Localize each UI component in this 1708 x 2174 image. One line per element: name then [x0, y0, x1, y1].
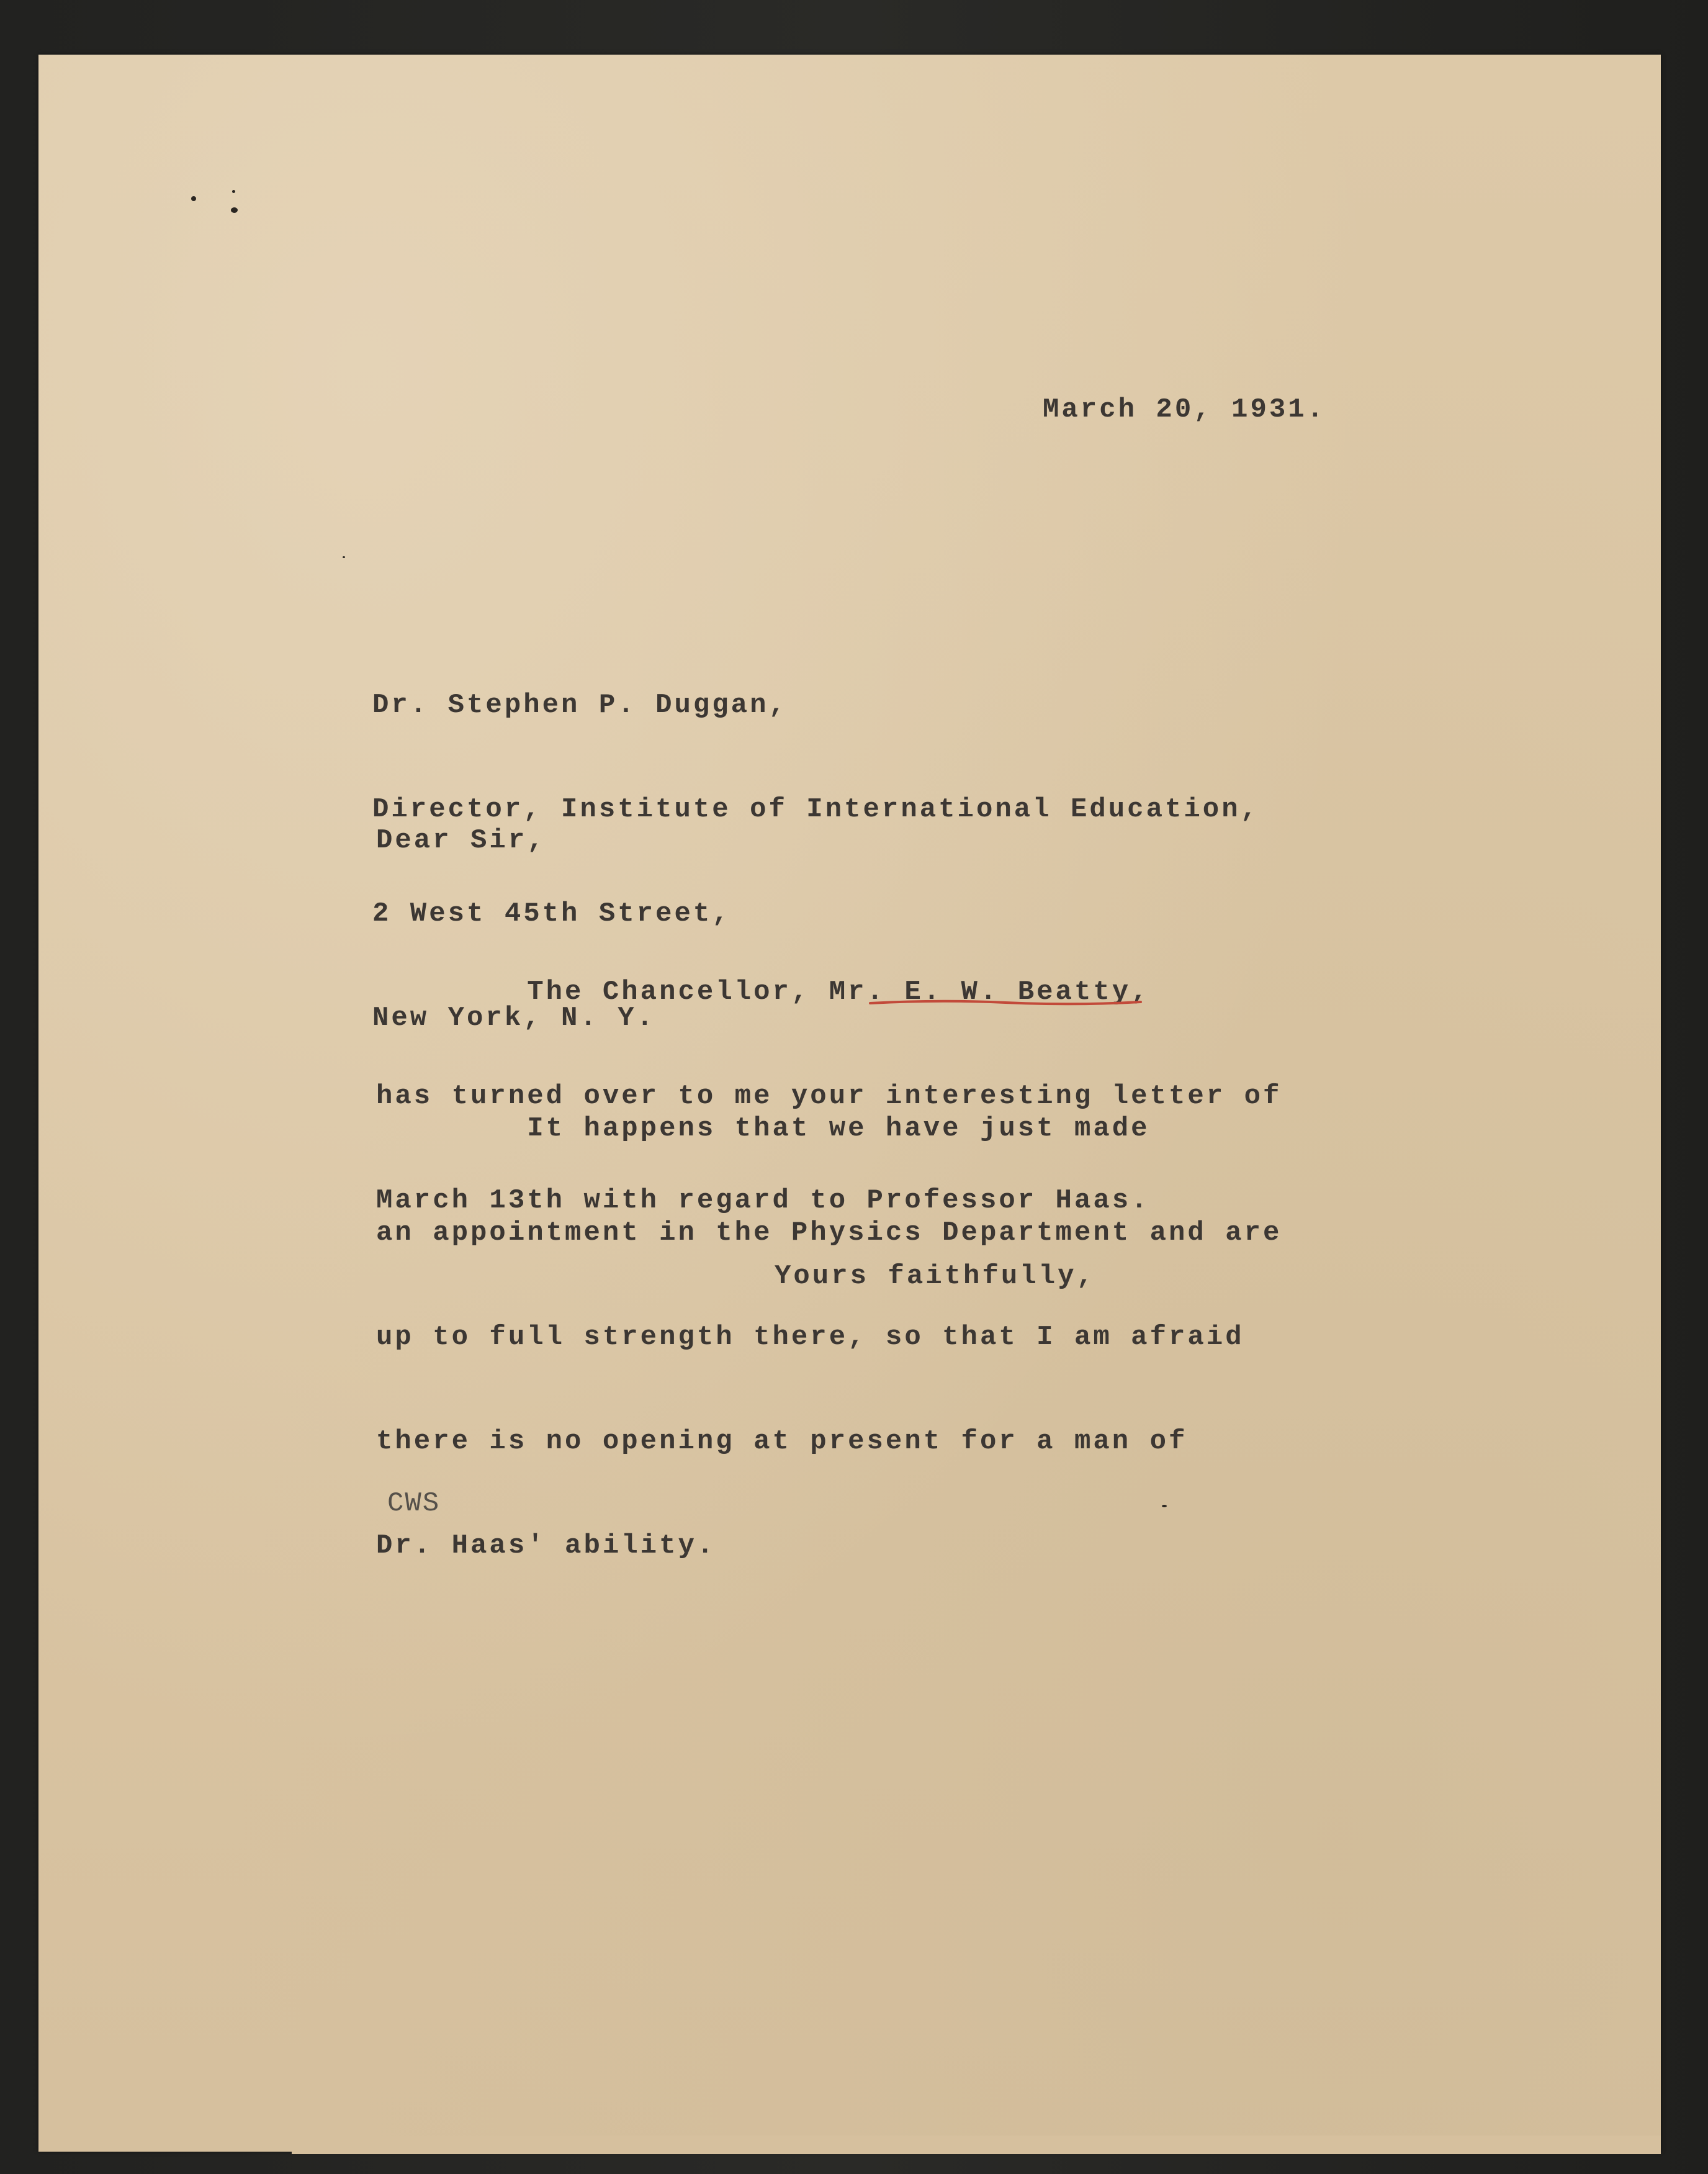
body-line: It happens that we have just made: [376, 1113, 1150, 1144]
address-line: 2 West 45th Street,: [372, 898, 731, 929]
paper-speck: [232, 190, 235, 193]
salutation: Dear Sir,: [376, 825, 546, 856]
body-paragraph-2: [376, 1042, 1282, 1598]
address-line: New York, N. Y.: [372, 1003, 656, 1034]
red-pencil-underline: [869, 998, 1142, 1007]
paper-speck: [343, 556, 345, 558]
address-line: Director, Institute of International Education,: [372, 794, 1260, 825]
body-line: March 13th with regard to Professor Haas.: [376, 1185, 1150, 1216]
body-line: has turned over to me your interesting letter of: [376, 1081, 1282, 1112]
paper-speck: [231, 207, 238, 213]
body-line: up to full strength there, so that I am afraid: [376, 1322, 1244, 1353]
body-line: an appointment in the Physics Department and are: [376, 1217, 1282, 1248]
body-line: Dr. Haas' ability.: [376, 1530, 716, 1561]
sender-initials: CWS: [387, 1488, 441, 1519]
paper-edge: [292, 2136, 1661, 2154]
underline-stroke: [870, 1001, 1141, 1004]
body-line: there is no opening at present for a man of: [376, 1426, 1188, 1457]
body-line: The Chancellor, Mr. E. W. Beatty,: [376, 976, 1150, 1008]
letter-date: March 20, 1931.: [1043, 394, 1326, 425]
complimentary-close: Yours faithfully,: [775, 1261, 1095, 1292]
address-line: Dr. Stephen P. Duggan,: [372, 690, 788, 721]
paper-speck: [191, 196, 196, 201]
